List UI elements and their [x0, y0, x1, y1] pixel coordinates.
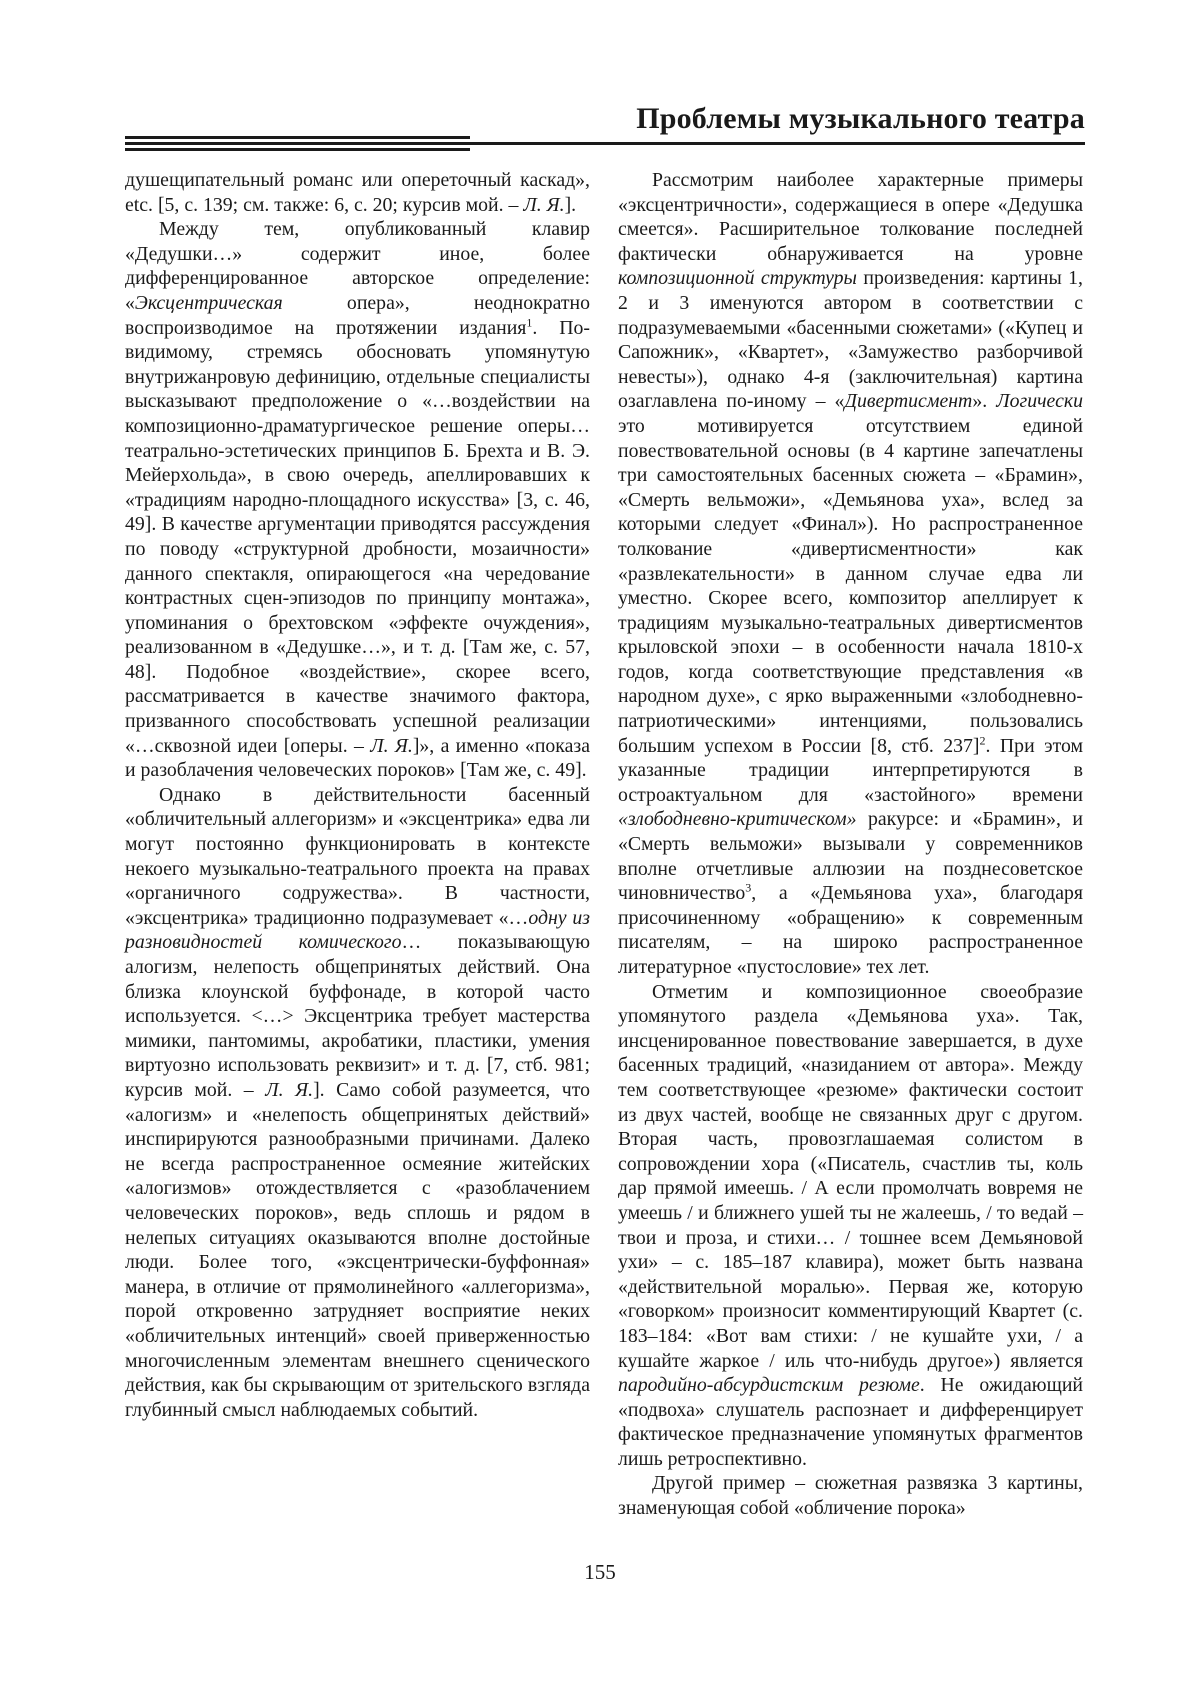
running-header [125, 100, 1085, 150]
right-column [618, 168, 1083, 1521]
footnote-ref-1: 1 [526, 314, 533, 329]
left-paragraph-3: Однако в действительности басенный «обличительный аллегоризм» и «эксцентрика» едва ли могут постоянно функционировать в контексте некоего музыкально-театрального проекта на правах «органичного содружества». В частности, «эксцентрика» традиционно подразумевает «…одну из разновидностей комического… показывающую алогизм, нелепость общепринятых действий. Она близка клоунской буффонаде, в которой часто используется. <…> Эксцентрика требует мастерства мимики, пантомимы, акробатики, пластики, умения виртуозно использовать реквизит» и т. д. [7, стб. 981; курсив мой. – Л. Я.]. Само собой разумеется, что «алогизм» и «нелепость общепринятых действий» инспирируются разнообразными причинами. Далеко не всегда распространенное осмеяние житейских «алогизмов» отождествляется с «разоблачением человеческих пороков», ведь сплошь и рядом в нелепых ситуациях оказываются вполне достойные люди. Более того, «эксцентрически-буффонная» манера, в отличие от прямолинейного «аллегоризма», порой откровенно затрудняет восприятие неких «обличительных интенций» своей приверженностью многочисленным элементам внешнего сценического действия, как бы скрывающим от зрительского взгляда глубинный смысл наблюдаемых событий. [125, 783, 591, 1421]
header-rule-top [125, 136, 470, 139]
left-paragraph-2: Между тем, опубликованный клавир «Дедушки…» содержит иное, более дифференцированное авторское определение: «Эксцентрическая опера», неоднократно воспроизводимое на протяжении издания$^1$. По-видимому, стремясь обосновать упомянутую внутрижанровую дефиницию, отдельные специалисты высказывают предположение о «…воздействии на композиционно-драматургическое решение оперы… театрально-эстетических принципов Б. Брехта и В. Э. Мейерхольда», в свою очередь, апеллировавших к «традициям народно-площадного искусства» [3, с. 46, 49]. В качестве аргументации приводятся рассуждения по поводу «структурной дробности, мозаичности» данного спектакля, опирающегося «на чередование контрастных сцен-эпизодов по принципу монтажа», упоминания о брехтовском «эффекте очуждения», реализованном в «Дедушке…», и т. д. [Там же, с. 57, 48]. Подобное «воздействие», скорее всего, рассматривается в качестве значимого фактора, призванного способствовать успешной реализации «…сквозной идеи [оперы. – Л. Я.]», а именно «показа и разоблачения человеческих пороков» [Там же, с. 49]. [125, 218, 591, 782]
footnote-ref-2: 2 [979, 733, 986, 748]
header-rule-full [125, 142, 1085, 145]
left-paragraph-1: душещипательный романс или опереточный каскад», etc. [5, с. 139; см. также: 6, с. 20; курсив мой. – Л. Я.]. [125, 169, 590, 216]
page-number: 155 [584, 1560, 616, 1584]
running-header-title: Проблемы музыкального театра [636, 102, 1085, 135]
footnote-ref-3: 3 [745, 880, 752, 895]
right-paragraph-2: Отметим и композиционное своеобразие упомянутого раздела «Демьянова уха». Так, инсценированное повествование завершается, в духе басенных традиций, «назиданием от автора». Между тем соответствующее «резюме» фактически состоит из двух частей, вообще не связанных друг с другом. Вторая часть, провозглашаемая солистом в сопровождении хора («Писатель, счастлив ты, коль дар прямой имеешь. / А если промолчать вовремя не умеешь / и ближнего ушей ты не жалеешь, / то ведай – твои и проза, и стихи… / тошнее всем Демьяновой ухи» – с. 185–187 клавира), может быть названа «действительной моралью». Первая же, которую «говорком» произносит комментирующий Квартет (с. 183–184: «Вот вам стихи: / не кушайте ухи, / а кушайте жаркое / иль что-нибудь другое») является пародийно-абсурдистским резюме. Не ожидающий «подвоха» слушатель распознает и дифференцирует фактическое предназначение упомянутых фрагментов лишь ретроспективно. [618, 980, 1083, 1470]
right-paragraph-3: Другой пример – сюжетная развязка 3 картины, знаменующая собой «обличение порока» [618, 1472, 1083, 1520]
left-column [125, 168, 590, 1422]
right-paragraph-1: Рассмотрим наиболее характерные примеры «эксцентричности», содержащиеся в опере «Дедушка смеется». Расширительное толкование последней фактически обнаруживается на уровне композиционной структуры произведения: картины 1, 2 и 3 именуются автором в соответствии с подразумеваемыми «басенными сюжетами» («Купец и Сапожник», «Квартет», «Замужество разборчивой невесты»), однако 4-я (заключительная) картина озаглавлена по-иному – «Дивертисмент». Логически это мотивируется отсутствием единой повествовательной основы (в 4 картине запечатлены три самостоятельных басенных сюжета – «Брамин», «Смерть вельможи», «Демьянова уха», вслед за которыми следует «Финал»). Но распространенное толкование «дивертисментности» как «развлекательности» в данном случае едва ли уместно. Скорее всего, композитор апеллирует к традициям музыкально-театральных дивертисментов крыловской эпохи – в особенности начала 1810-х годов, когда соответствующие представления «в народном духе», с ярко выраженными «злободневно-патриотическими» интенциями, пользовались большим успехом в России [8, стб. 237]$^2$. При этом указанные традиции интерпретируются в остроактуальном для «застойного» времени «злободневно-критическом» ракурсе: и «Брамин», и «Смерть вельможи» вызывали у современников вполне отчетливые аллюзии на позднесоветское чиновничество$^3$, а «Демьянова уха», благодаря присочиненному «обращению» к современным писателям, – на широко распространенное литературное «пустословие» тех лет. [618, 169, 1083, 978]
header-rule-bottom [125, 148, 470, 151]
